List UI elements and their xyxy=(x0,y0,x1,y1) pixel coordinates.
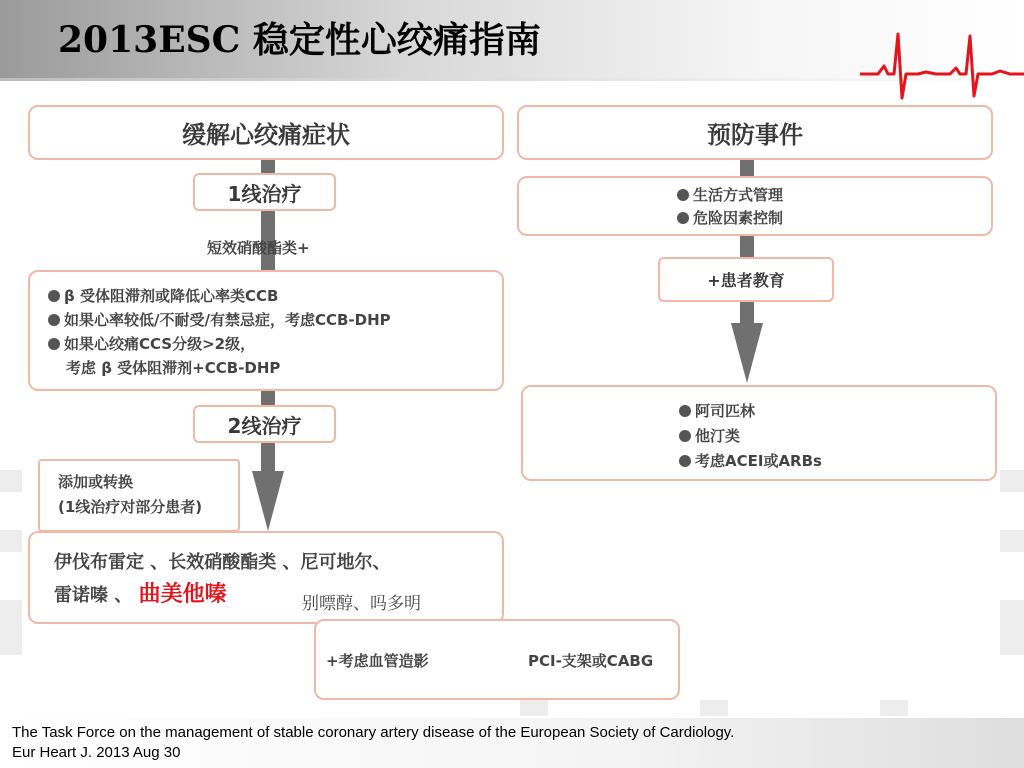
trimetazidine-highlight: 曲美他嗪 xyxy=(138,582,227,607)
list-item xyxy=(679,399,995,424)
page-title: 2013ESC 稳定性心绞痛指南 xyxy=(58,19,541,61)
second-line-label: 2线治疗 xyxy=(227,413,302,438)
lifestyle-list xyxy=(677,184,991,230)
allopurinol-molsidomine-text: 别嘌醇、吗多明 xyxy=(302,594,421,614)
list-item-label: 危险因素控制 xyxy=(693,209,784,227)
patient-education-label: +患者教育 xyxy=(707,271,785,290)
bullet-icon xyxy=(679,430,691,442)
patient-education-box xyxy=(658,257,834,302)
bullet-icon xyxy=(48,314,60,326)
pci-cabg-label: PCI-支架或CABG xyxy=(528,652,654,670)
bullet-icon xyxy=(48,290,60,302)
list-item-label: 阿司匹林 xyxy=(695,402,756,420)
list-item-label: β 受体阻滞剂或降低心率类CCB xyxy=(64,287,279,305)
prevent-events-header xyxy=(517,105,993,160)
list-item-label: 他汀类 xyxy=(695,427,741,445)
first-line-list xyxy=(48,284,502,380)
first-line-label: 1线治疗 xyxy=(227,181,302,206)
second-line-drugs-line2 xyxy=(54,579,502,612)
list-item xyxy=(679,449,995,474)
add-or-switch-line1: 添加或转换 xyxy=(58,473,134,491)
list-item xyxy=(677,207,991,230)
short-acting-nitrates-text: 短效硝酸酯类+ xyxy=(207,239,310,257)
second-line-therapy-box xyxy=(28,531,504,624)
list-item-label: 如果心绞痛CCS分级>2级， xyxy=(64,335,256,353)
first-line-box xyxy=(193,173,336,211)
list-item xyxy=(48,332,502,356)
first-line-therapy-box xyxy=(28,270,504,391)
list-item xyxy=(677,184,991,207)
relieve-angina-header-label: 缓解心绞痛症状 xyxy=(182,121,350,149)
citation-footer xyxy=(0,718,1024,768)
bullet-icon xyxy=(677,212,689,224)
angiography-box xyxy=(314,619,680,700)
angiography-label: +考虑血管造影 xyxy=(326,652,429,670)
citation-line1: The Task Force on the management of stable coronary artery disease of the European Society of Cardiology. xyxy=(12,724,735,741)
add-or-switch-line2: (1线治疗对部分患者) xyxy=(58,498,203,516)
list-item-label: 生活方式管理 xyxy=(693,186,784,204)
list-item xyxy=(679,424,995,449)
list-item-label: 考虑ACEI或ARBs xyxy=(695,452,822,470)
drug-list xyxy=(679,399,995,474)
bullet-icon xyxy=(677,189,689,201)
bullet-icon xyxy=(679,455,691,467)
bullet-icon xyxy=(679,405,691,417)
list-item-continuation xyxy=(48,356,502,380)
ranolazine-label: 雷诺嗪 、 xyxy=(54,585,133,606)
list-item xyxy=(48,308,502,332)
add-or-switch-box xyxy=(38,459,240,532)
second-line-box xyxy=(193,405,336,443)
bullet-icon xyxy=(48,338,60,350)
second-line-drugs-line1: 伊伐布雷定 、长效硝酸酯类 、尼可地尔、 xyxy=(54,552,391,573)
relieve-angina-header xyxy=(28,105,504,160)
prevent-events-header-label: 预防事件 xyxy=(707,121,803,149)
list-item-label: 考虑 β 受体阻滞剂+CCB-DHP xyxy=(66,359,281,377)
drug-therapy-box xyxy=(521,385,997,481)
lifestyle-box xyxy=(517,176,993,236)
list-item-label: 如果心率较低/不耐受/有禁忌症，考虑CCB-DHP xyxy=(64,311,391,329)
citation-line2: Eur Heart J. 2013 Aug 30 xyxy=(12,744,181,761)
list-item xyxy=(48,284,502,308)
